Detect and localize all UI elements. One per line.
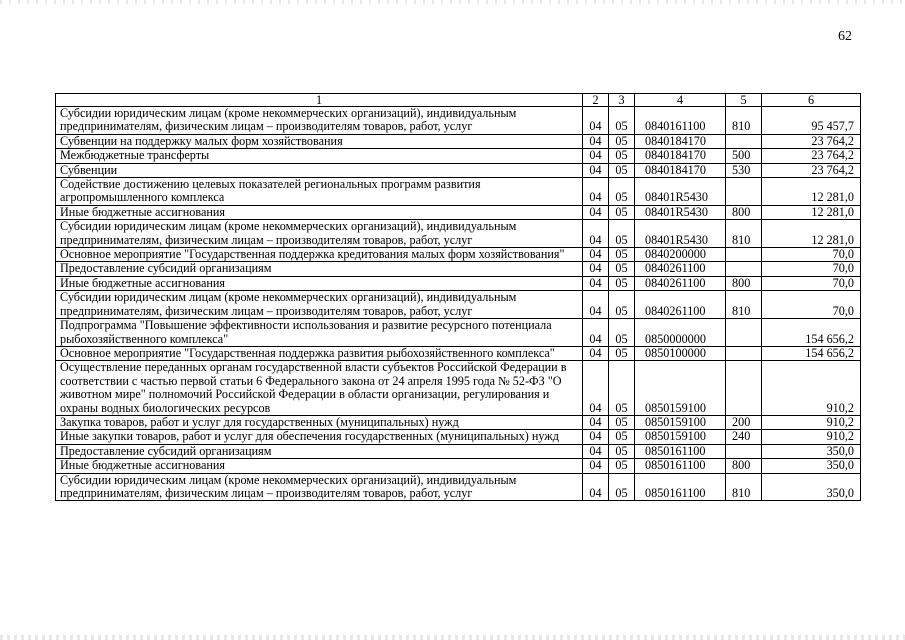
cell-name: Иные бюджетные ассигнования <box>56 459 583 473</box>
cell-amount: 154 656,2 <box>762 346 861 360</box>
cell-amount: 70,0 <box>762 276 861 290</box>
cell-amount: 350,0 <box>762 459 861 473</box>
budget-table <box>55 93 861 501</box>
table-row <box>56 415 861 429</box>
cell-expense-type: 800 <box>726 276 762 290</box>
table-row <box>56 262 861 276</box>
table-row <box>56 134 861 148</box>
page-number: 62 <box>838 29 852 44</box>
cell-amount: 70,0 <box>762 291 861 319</box>
header-cell-subsection: 3 <box>609 94 635 107</box>
cell-amount: 910,2 <box>762 430 861 444</box>
cell-name: Осуществление переданных органам государственной власти субъектов Российской Федерации в соответствии с частью первой статьи 6 Федерального закона от 24 апреля 1995 года № 52-ФЗ "О животном мире" полномочий Российской Федерации в области организации, регулирования и охраны водных биологических ресурсов <box>56 361 583 416</box>
cell-target-code: 0850161100 <box>635 444 726 458</box>
cell-target-code: 0840261100 <box>635 291 726 319</box>
cell-target-code: 0840200000 <box>635 248 726 262</box>
header-cell-amount: 6 <box>762 94 861 107</box>
cell-name: Иные бюджетные ассигнования <box>56 205 583 219</box>
cell-name: Субсидии юридическим лицам (кроме некоммерческих организаций), индивидуальным предпринимателям, физическим лицам – производителям товаров, работ, услуг <box>56 473 583 501</box>
table-header <box>56 94 861 107</box>
cell-expense-type: 810 <box>726 107 762 135</box>
cell-name: Субсидии юридическим лицам (кроме некоммерческих организаций), индивидуальным предпринимателям, физическим лицам – производителям товаров, работ, услуг <box>56 291 583 319</box>
table-row <box>56 178 861 206</box>
cell-expense-type: 200 <box>726 415 762 429</box>
cell-target-code: 0840184170 <box>635 134 726 148</box>
cell-subsection: 05 <box>609 178 635 206</box>
scan-artifact-bottom <box>0 635 905 640</box>
cell-name: Иные бюджетные ассигнования <box>56 276 583 290</box>
cell-subsection: 05 <box>609 163 635 177</box>
cell-subsection: 05 <box>609 262 635 276</box>
cell-expense-type <box>726 134 762 148</box>
cell-amount: 70,0 <box>762 248 861 262</box>
header-row <box>56 94 861 107</box>
cell-subsection: 05 <box>609 134 635 148</box>
cell-expense-type <box>726 346 762 360</box>
table-row <box>56 473 861 501</box>
cell-target-code: 0850000000 <box>635 319 726 347</box>
table-row <box>56 276 861 290</box>
cell-amount: 350,0 <box>762 473 861 501</box>
cell-subsection: 05 <box>609 473 635 501</box>
cell-subsection: 05 <box>609 319 635 347</box>
cell-expense-type: 810 <box>726 473 762 501</box>
cell-expense-type <box>726 444 762 458</box>
cell-section: 04 <box>583 220 609 248</box>
cell-target-code: 08401R5430 <box>635 178 726 206</box>
table-row <box>56 107 861 135</box>
cell-amount: 910,2 <box>762 415 861 429</box>
cell-subsection: 05 <box>609 415 635 429</box>
cell-expense-type <box>726 178 762 206</box>
cell-subsection: 05 <box>609 276 635 290</box>
cell-section: 04 <box>583 178 609 206</box>
cell-section: 04 <box>583 430 609 444</box>
cell-subsection: 05 <box>609 361 635 416</box>
table-row <box>56 319 861 347</box>
cell-target-code: 0850159100 <box>635 430 726 444</box>
cell-section: 04 <box>583 444 609 458</box>
cell-section: 04 <box>583 291 609 319</box>
cell-subsection: 05 <box>609 205 635 219</box>
cell-amount: 154 656,2 <box>762 319 861 347</box>
cell-section: 04 <box>583 473 609 501</box>
cell-name: Основное мероприятие "Государственная поддержка развития рыбохозяйственного комплекса" <box>56 346 583 360</box>
cell-section: 04 <box>583 134 609 148</box>
cell-target-code: 0840261100 <box>635 262 726 276</box>
cell-name: Закупка товаров, работ и услуг для государственных (муниципальных) нужд <box>56 415 583 429</box>
cell-target-code: 0850159100 <box>635 415 726 429</box>
cell-amount: 910,2 <box>762 361 861 416</box>
cell-amount: 23 764,2 <box>762 163 861 177</box>
cell-amount: 23 764,2 <box>762 134 861 148</box>
cell-section: 04 <box>583 248 609 262</box>
cell-name: Содействие достижению целевых показателей региональных программ развития агропромышленного комплекса <box>56 178 583 206</box>
cell-amount: 12 281,0 <box>762 205 861 219</box>
cell-subsection: 05 <box>609 220 635 248</box>
cell-name: Подпрограмма "Повышение эффективности использования и развитие ресурсного потенциала рыбохозяйственного комплекса" <box>56 319 583 347</box>
cell-section: 04 <box>583 361 609 416</box>
cell-target-code: 0850159100 <box>635 361 726 416</box>
cell-section: 04 <box>583 107 609 135</box>
cell-amount: 70,0 <box>762 262 861 276</box>
table-row <box>56 291 861 319</box>
cell-subsection: 05 <box>609 430 635 444</box>
table-row <box>56 459 861 473</box>
cell-subsection: 05 <box>609 291 635 319</box>
table-row <box>56 163 861 177</box>
cell-expense-type: 810 <box>726 220 762 248</box>
table-row <box>56 149 861 163</box>
scan-artifact-top <box>0 0 905 4</box>
table-row <box>56 205 861 219</box>
cell-name: Предоставление субсидий организациям <box>56 262 583 276</box>
cell-amount: 12 281,0 <box>762 220 861 248</box>
cell-target-code: 0850161100 <box>635 459 726 473</box>
cell-section: 04 <box>583 459 609 473</box>
cell-section: 04 <box>583 276 609 290</box>
cell-expense-type: 240 <box>726 430 762 444</box>
cell-name: Основное мероприятие "Государственная поддержка кредитования малых форм хозяйствования" <box>56 248 583 262</box>
cell-subsection: 05 <box>609 459 635 473</box>
cell-name: Иные закупки товаров, работ и услуг для обеспечения государственных (муниципальных) нужд <box>56 430 583 444</box>
cell-subsection: 05 <box>609 346 635 360</box>
cell-name: Субсидии юридическим лицам (кроме некоммерческих организаций), индивидуальным предпринимателям, физическим лицам – производителям товаров, работ, услуг <box>56 107 583 135</box>
cell-subsection: 05 <box>609 149 635 163</box>
cell-section: 04 <box>583 205 609 219</box>
cell-expense-type: 500 <box>726 149 762 163</box>
cell-expense-type: 800 <box>726 459 762 473</box>
cell-subsection: 05 <box>609 444 635 458</box>
cell-expense-type <box>726 248 762 262</box>
cell-expense-type: 800 <box>726 205 762 219</box>
cell-subsection: 05 <box>609 107 635 135</box>
cell-section: 04 <box>583 415 609 429</box>
cell-name: Межбюджетные трансферты <box>56 149 583 163</box>
cell-target-code: 0840261100 <box>635 276 726 290</box>
table-row <box>56 430 861 444</box>
cell-target-code: 0850161100 <box>635 473 726 501</box>
table-row <box>56 220 861 248</box>
cell-target-code: 08401R5430 <box>635 205 726 219</box>
cell-target-code: 0840184170 <box>635 149 726 163</box>
cell-expense-type: 810 <box>726 291 762 319</box>
header-cell-target-code: 4 <box>635 94 726 107</box>
cell-name: Субвенции на поддержку малых форм хозяйствования <box>56 134 583 148</box>
cell-subsection: 05 <box>609 248 635 262</box>
cell-amount: 350,0 <box>762 444 861 458</box>
header-cell-section: 2 <box>583 94 609 107</box>
cell-section: 04 <box>583 163 609 177</box>
cell-name: Предоставление субсидий организациям <box>56 444 583 458</box>
cell-expense-type: 530 <box>726 163 762 177</box>
cell-expense-type <box>726 319 762 347</box>
cell-section: 04 <box>583 346 609 360</box>
cell-target-code: 0850100000 <box>635 346 726 360</box>
table-row <box>56 444 861 458</box>
cell-expense-type <box>726 262 762 276</box>
cell-expense-type <box>726 361 762 416</box>
cell-section: 04 <box>583 149 609 163</box>
cell-target-code: 0840161100 <box>635 107 726 135</box>
cell-amount: 23 764,2 <box>762 149 861 163</box>
cell-target-code: 0840184170 <box>635 163 726 177</box>
header-cell-name: 1 <box>56 94 583 107</box>
cell-amount: 95 457,7 <box>762 107 861 135</box>
cell-section: 04 <box>583 262 609 276</box>
table-row <box>56 346 861 360</box>
cell-section: 04 <box>583 319 609 347</box>
table-row <box>56 361 861 416</box>
cell-name: Субсидии юридическим лицам (кроме некоммерческих организаций), индивидуальным предпринимателям, физическим лицам – производителям товаров, работ, услуг <box>56 220 583 248</box>
cell-target-code: 08401R5430 <box>635 220 726 248</box>
header-cell-expense-type: 5 <box>726 94 762 107</box>
cell-amount: 12 281,0 <box>762 178 861 206</box>
table-row <box>56 248 861 262</box>
cell-name: Субвенции <box>56 163 583 177</box>
table-body <box>56 107 861 501</box>
